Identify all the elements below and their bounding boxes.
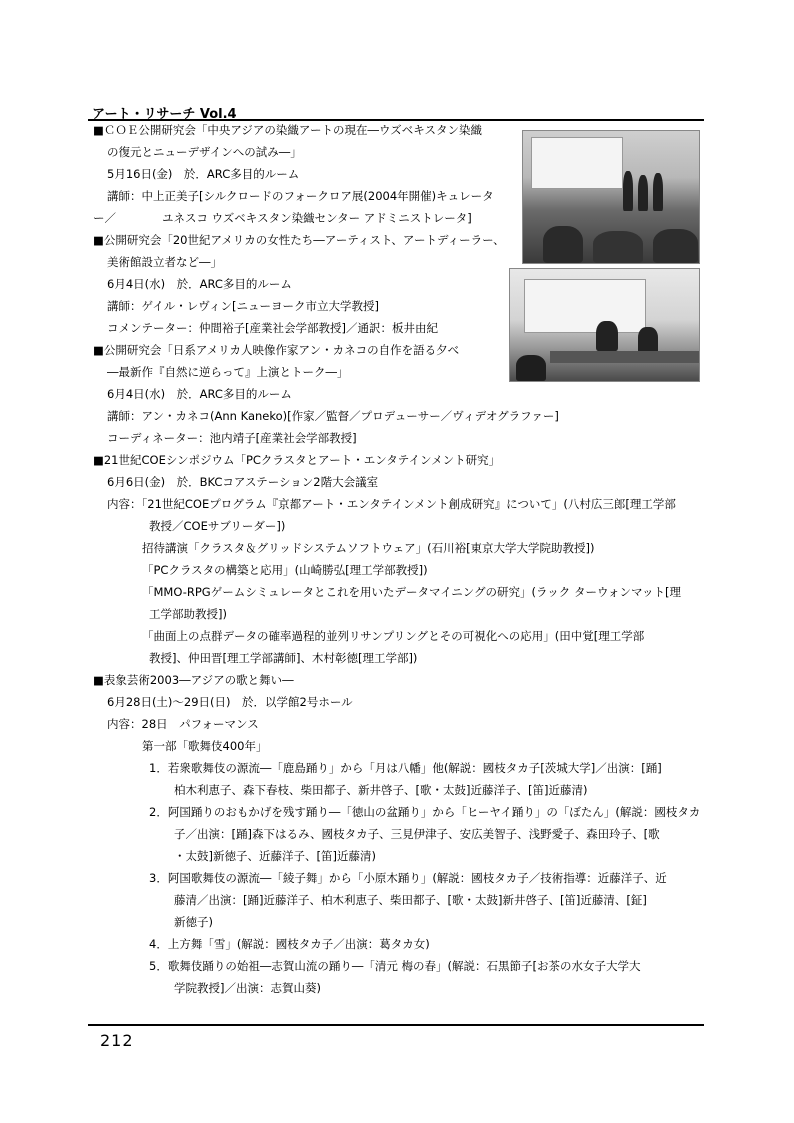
text-line: 工学部助教授]) (149, 607, 227, 621)
panel-table (550, 351, 699, 363)
speaker-figure (638, 327, 658, 353)
text-line: ―最新作『自然に逆らって』上演とトーク―」 (107, 365, 349, 379)
text-line: ■21世紀COEシンポジウム「PCクラスタとアート・エンタテインメント研究」 (93, 453, 501, 467)
text-line: 教授／COEサブリーダー]) (149, 519, 286, 533)
lecture-photo (509, 268, 700, 382)
text-line: 教授]、仲田晋[理工学部講師]、木村彰徳[理工学部]) (149, 651, 418, 665)
text-line: の復元とニューデザインへの試み―」 (107, 145, 302, 159)
text-line: 講師：アン・カネコ(Ann Kaneko)[作家／監督／プロデューサー／ヴィデオグラファー] (107, 409, 559, 423)
text-line: ■公開研究会「日系アメリカ人映像作家アン・カネコの自作を語る夕べ (93, 343, 460, 357)
text-line: 招待講演「クラスタ＆グリッドシステムソフトウェア」(石川裕[東京大学大学院助教授]) (142, 541, 595, 555)
text-line: 5．歌舞伎踊りの始祖―志賀山流の踊り―「清元 梅の春」(解説：石黒節子[お茶の水女子大学大 (149, 959, 641, 973)
speaker-figure (596, 321, 618, 351)
presenter-figure (653, 173, 663, 211)
text-line: 「MMO-RPGゲームシミュレータとこれを用いたデータマイニングの研究」(ラック ターウォンマット[理 (142, 585, 682, 599)
text-line: 6月4日(水) 於．ARC多目的ルーム (107, 277, 292, 291)
audience-figure (516, 355, 546, 381)
audience-figure (653, 229, 698, 263)
text-line: 藤清／出演：[踊]近藤洋子、柏木利恵子、柴田都子、[歌・太鼓]新井啓子、[笛]近藤清、[鉦] (174, 893, 647, 907)
text-line: 3．阿国歌舞伎の源流―「綾子舞」から「小原木踊り」(解説：國枝タカ子／技術指導：近藤洋子、近 (149, 871, 667, 885)
text-line: 柏木利恵子、森下春枝、柴田都子、新井啓子、[歌・太鼓]近藤洋子、[笛]近藤清) (174, 783, 588, 797)
text-line: ■表象芸術2003―アジアの歌と舞い― (93, 673, 294, 687)
text-line: 講師：中上正美子[シルクロードのフォークロア展(2004年開催)キュレータ (107, 189, 494, 203)
text-line: 6月28日(土)～29日(日) 於．以学館2号ホール (107, 695, 353, 709)
text-line: 5月16日(金) 於．ARC多目的ルーム (107, 167, 300, 181)
page-number: 212 (100, 1031, 134, 1050)
text-line: 第一部「歌舞伎400年」 (142, 739, 268, 753)
text-line: 学院教授]／出演：志賀山葵) (174, 981, 321, 995)
text-line: 1．若衆歌舞伎の源流―「鹿島踊り」から「月は八幡」他(解説：國枝タカ子[茨城大学]／出演：[踊] (149, 761, 662, 775)
running-header: アート・リサーチ Vol.4 (92, 107, 237, 122)
text-line: 子／出演：[踊]森下はるみ、國枝タカ子、三見伊津子、安広美智子、浅野愛子、森田玲子、[歌 (174, 827, 660, 841)
text-line: 内容：「21世紀COEプログラム『京都アート・エンタテインメント創成研究』について」(八村広三郎[理工学部 (107, 497, 676, 511)
presenter-figure (638, 175, 648, 211)
text-line: 講師：ゲイル・レヴィン[ニューヨーク市立大学教授] (107, 299, 379, 313)
seminar-photo (522, 130, 700, 264)
text-line: ー／ ユネスコ ウズベキスタン染織センター アドミニストレータ] (93, 211, 472, 225)
audience-figure (593, 231, 643, 263)
text-line: 新徳子) (174, 915, 213, 929)
text-line: 「PCクラスタの構築と応用」(山崎勝弘[理工学部教授]) (142, 563, 428, 577)
text-line: 6月6日(金) 於．BKCコアステーション2階大会議室 (107, 475, 379, 489)
text-line: 6月4日(水) 於．ARC多目的ルーム (107, 387, 292, 401)
text-line: 「曲面上の点群データの確率過程的並列リサンプリングとその可視化への応用」(田中覚[理工学部 (142, 629, 645, 643)
text-line: 内容：28日 パフォーマンス (107, 717, 259, 731)
projection-screen (531, 137, 623, 189)
text-line: 4．上方舞「雪」(解説：國枝タカ子／出演：葛タカ女) (149, 937, 430, 951)
header-rule (88, 119, 704, 121)
projection-screen (524, 279, 646, 333)
footer-rule (88, 1024, 704, 1026)
audience-figure (543, 226, 583, 263)
presenter-figure (623, 171, 633, 211)
text-line: ■公開研究会「20世紀アメリカの女性たち―アーティスト、アートディーラー、 (93, 233, 505, 247)
text-line: コメンテーター：仲間裕子[産業社会学部教授]／通訳：板井由紀 (107, 321, 438, 335)
text-line: 2．阿国踊りのおもかげを残す踊り―「徳山の盆踊り」から「ヒーヤイ踊り」の「ぼたん」(解説：國枝タカ (149, 805, 701, 819)
text-line: ・太鼓]新徳子、近藤洋子、[笛]近藤清) (174, 849, 376, 863)
text-line: コーディネーター：池内靖子[産業社会学部教授] (107, 431, 357, 445)
text-line: 美術館設立者など―」 (107, 255, 222, 269)
text-line: ■ＣＯＥ公開研究会「中央アジアの染織アートの現在―ウズベキスタン染織 (93, 123, 482, 137)
